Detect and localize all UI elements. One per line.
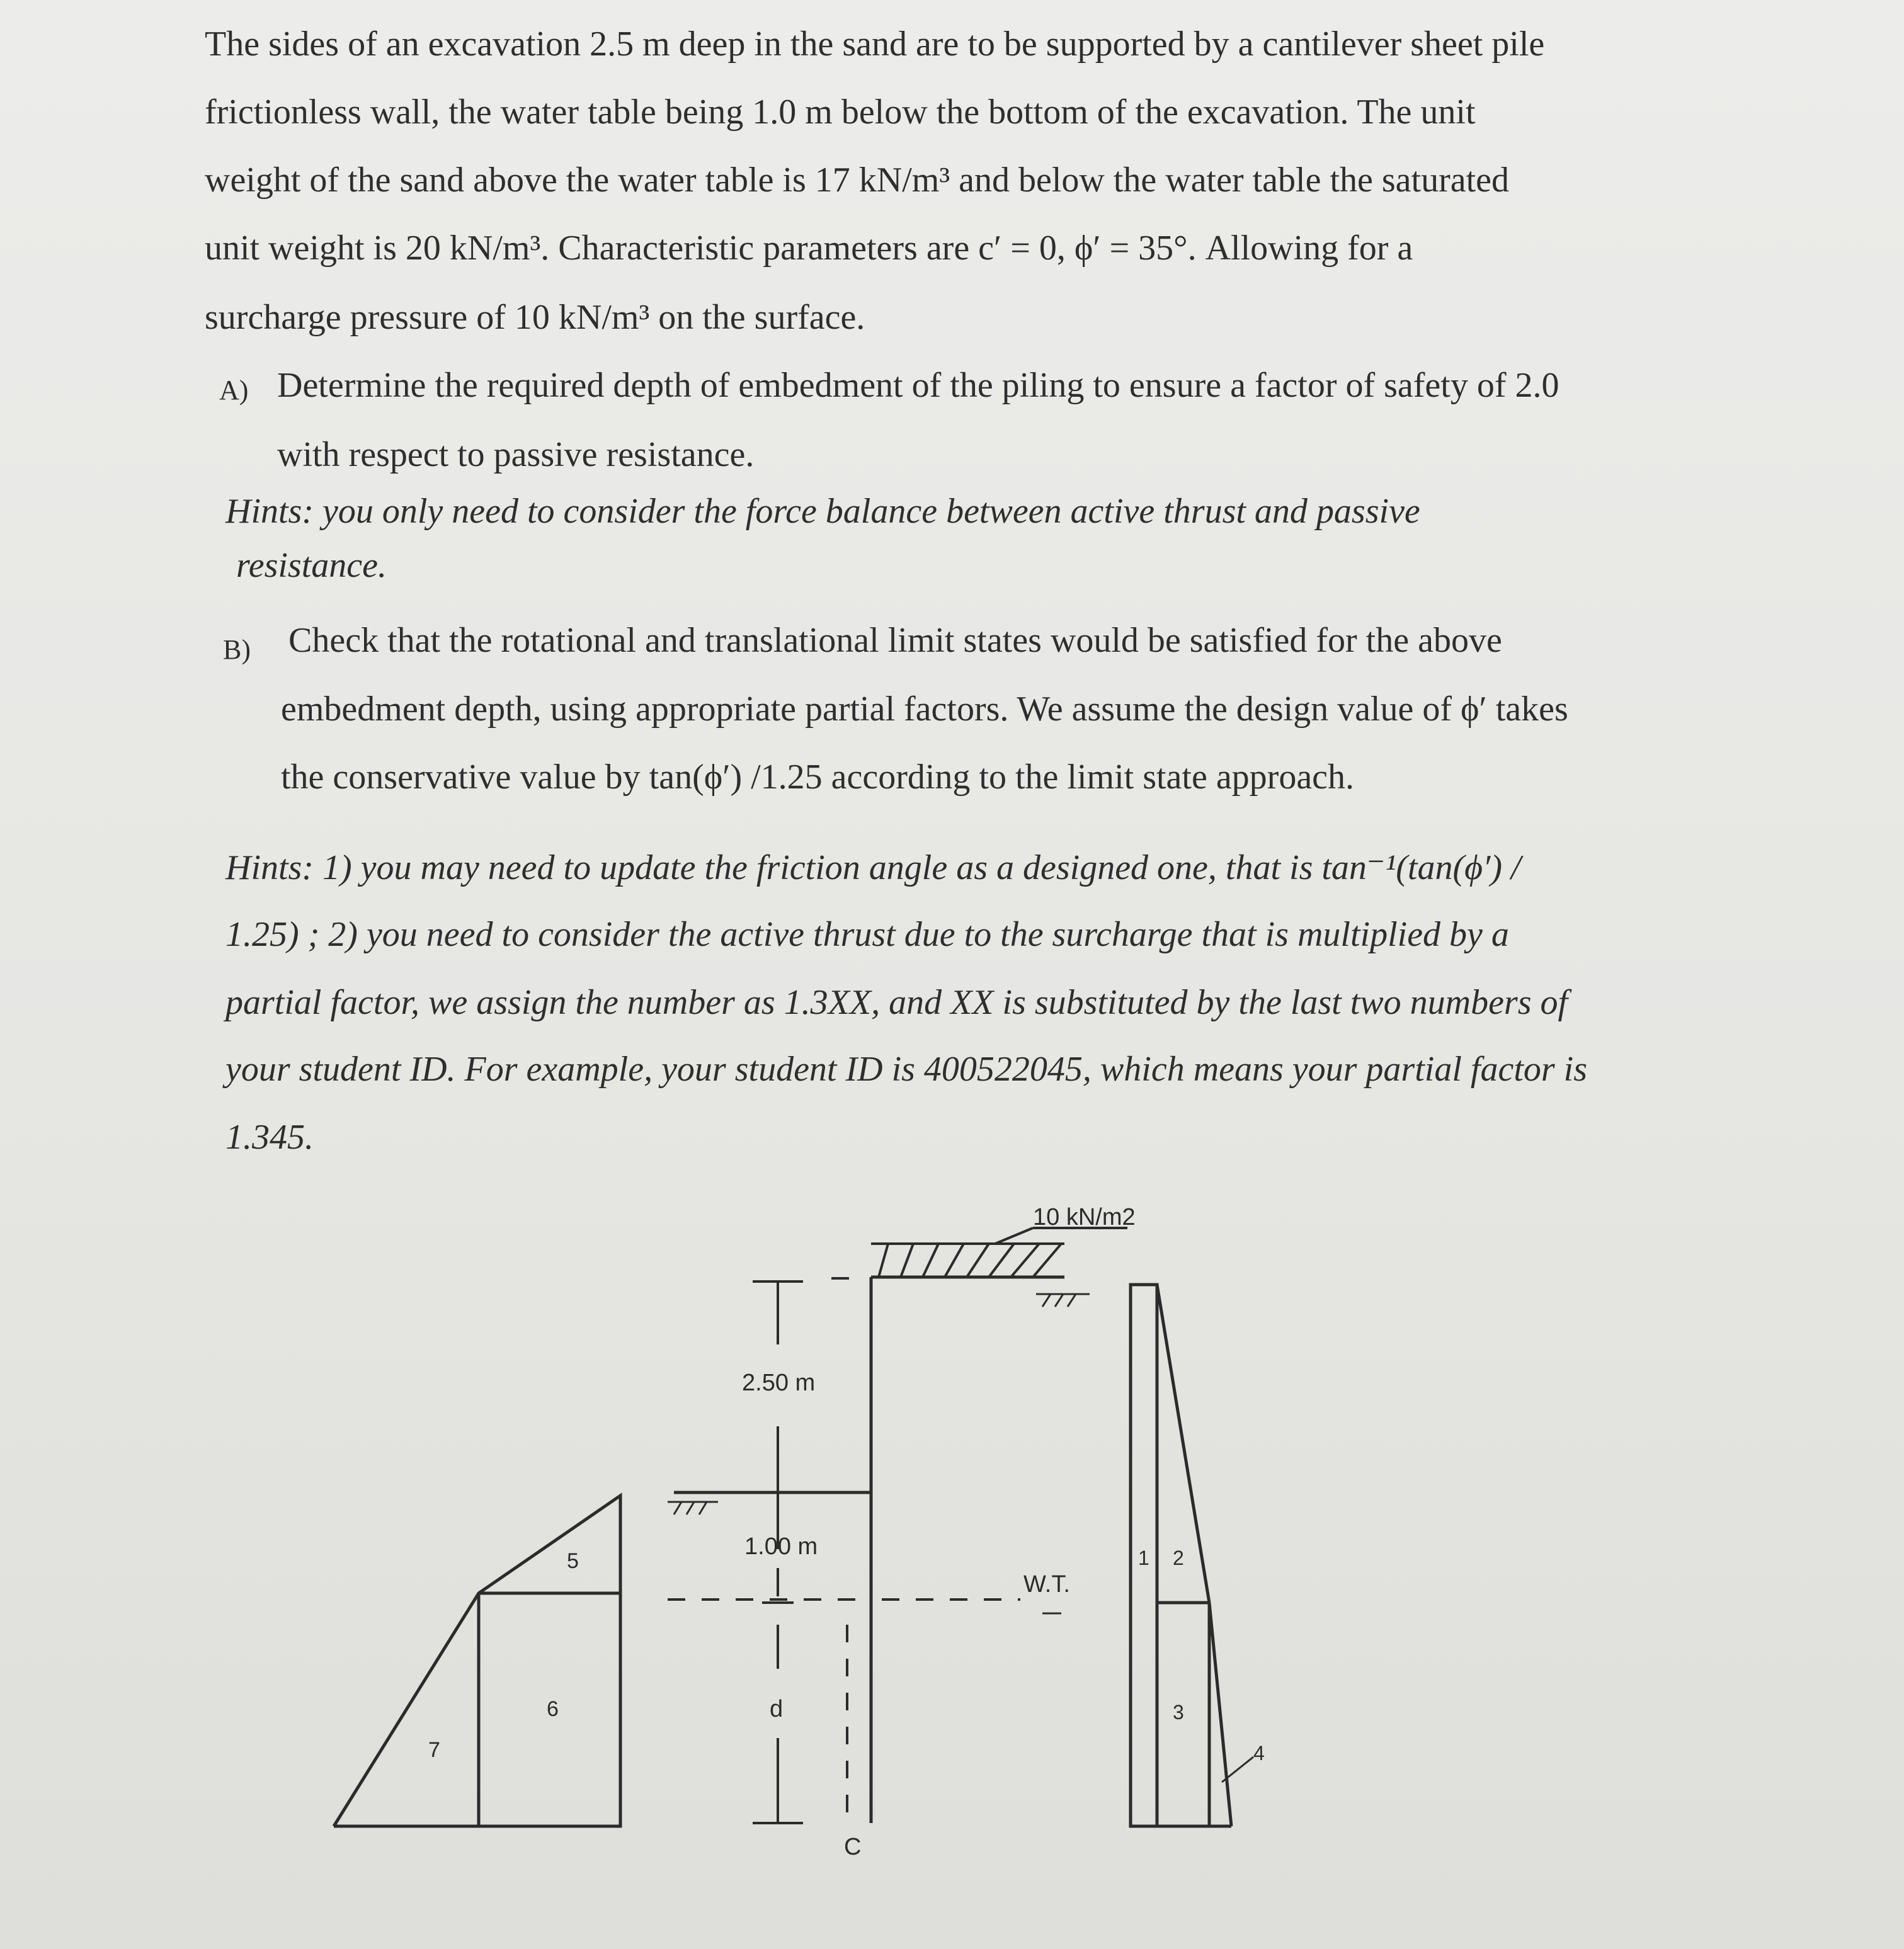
part-a-line-2: with respect to passive resistance. [277,435,755,474]
part-b-hint-5: 1.345. [225,1118,314,1157]
part-b-hint-3: partial factor, we assign the number as 1.3XX, and XX is substituted by the last two numbers of [225,983,1568,1022]
part-b-line-1: Check that the rotational and translational limit states would be satisfied for the above [288,621,1502,660]
toe-label: C [844,1834,862,1860]
embedment-label: d [770,1696,784,1722]
part-a-line-1: Determine the required depth of embedment of the piling to ensure a factor of safety of 2.0 [277,366,1559,405]
part-a-label: A) [219,375,249,406]
part-a-hint-1: Hints: you only need to consider the force balance between active thrust and passive [225,492,1420,531]
part-b-hint-4: your student ID. For example, your student ID is 400522045, which means your partial factor is [225,1050,1588,1089]
excavation-depth-label: 2.50 m [742,1370,816,1396]
intro-line-2: frictionless wall, the water table being 1.0 m below the bottom of the excavation. The unit [205,93,1476,132]
part-b-label: B) [223,634,251,665]
active-label-1: 1 [1138,1547,1149,1569]
active-label-4: 4 [1253,1742,1265,1764]
active-label-2: 2 [1173,1547,1184,1569]
passive-label-7: 7 [428,1738,440,1762]
active-label-3: 3 [1173,1701,1184,1724]
part-a-hint-2: resistance. [236,546,387,585]
water-table-label: W.T. [1023,1571,1070,1598]
passive-label-6: 6 [547,1697,559,1721]
part-b-line-3: the conservative value by tan(ϕ′) /1.25 according to the limit state approach. [281,758,1355,797]
surcharge-label: 10 kN/m2 [1033,1204,1136,1230]
intro-line-3: weight of the sand above the water table is 17 kN/m³ and below the water table the saturated [205,161,1509,200]
passive-label-5: 5 [567,1549,579,1573]
intro-line-5: surcharge pressure of 10 kN/m³ on the surface. [205,298,865,337]
intro-line-1: The sides of an excavation 2.5 m deep in the sand are to be supported by a cantilever sheet pile [205,25,1545,64]
intro-line-4: unit weight is 20 kN/m³. Characteristic parameters are c′ = 0, ϕ′ = 35°. Allowing for a [205,229,1413,268]
part-b-hint-1: Hints: 1) you may need to update the friction angle as a designed one, that is tan⁻¹(tan(ϕ′) / [225,848,1521,887]
part-b-hint-2: 1.25) ; 2) you need to consider the active thrust due to the surcharge that is multiplied by a [225,915,1509,954]
water-depth-label: 1.00 m [744,1533,818,1560]
part-b-line-2: embedment depth, using appropriate partial factors. We assume the design value of ϕ′ takes [281,690,1568,729]
